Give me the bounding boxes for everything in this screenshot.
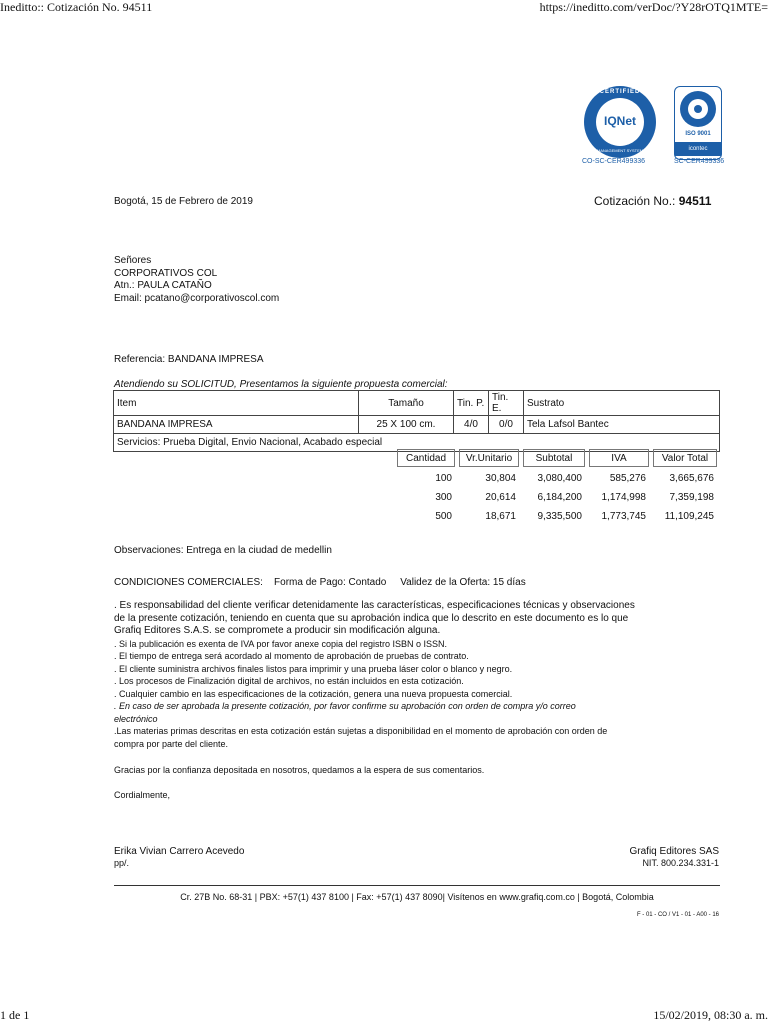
offer-validity: Validez de la Oferta: 15 días: [400, 577, 526, 588]
item-substrate: Tela Lafsol Bantec: [524, 416, 720, 434]
recipient-email: Email: pcatano@corporativoscol.com: [114, 292, 280, 304]
price-iva: 1,174,998: [601, 491, 646, 503]
thanks-text: Gracias por la confianza depositada en nosotros, quedamos a la espera de sus comentarios.: [114, 765, 485, 775]
form-code: F - 01 - CO / V1 - 01 - A00 - 16: [636, 912, 719, 918]
item-header-substrate: Sustrato: [524, 391, 720, 416]
price-total: 7,359,198: [669, 491, 714, 503]
table-row: [397, 489, 717, 505]
term-files: . El cliente suministra archivos finales listos para imprimir y una prueba láser color o blanco y negro.: [114, 663, 513, 674]
price-iva: 1,773,745: [601, 510, 646, 522]
term-responsibility-3: Grafiq Editores S.A.S. se compromete a producir sin modificación alguna.: [114, 625, 441, 636]
price-header-subtotal: Subtotal: [523, 449, 585, 467]
reference: Referencia: BANDANA IMPRESA: [114, 354, 264, 365]
salutation: Señores: [114, 255, 152, 266]
icontec-iso-text: ISO 9001: [685, 131, 711, 137]
term-responsibility: . Es responsabilidad del cliente verificar detenidamente las características, especificaciones técnicas y observaciones: [114, 600, 635, 611]
price-iva: 585,276: [609, 472, 646, 484]
iqnet-name: IQNet: [603, 114, 636, 128]
price-header-quantity: Cantidad: [397, 449, 455, 467]
price-quantity: 300: [435, 491, 452, 503]
price-subtotal: 9,335,500: [537, 510, 582, 522]
company-nit: NIT. 800.234.331-1: [642, 858, 719, 868]
item-name: BANDANA IMPRESA: [114, 416, 359, 434]
item-header-size: Tamaño: [359, 391, 454, 416]
signer-pp: pp/.: [114, 858, 130, 868]
print-page-url: https://ineditto.com/verDoc/?Y28rOTQ1MTE=: [539, 0, 768, 14]
iqnet-cert-code: CO-SC-CER499336: [582, 158, 646, 165]
print-page-count: 1 de 1: [0, 1008, 30, 1022]
item-header-tin-p: Tin. P.: [454, 391, 489, 416]
term-delivery: . El tiempo de entrega será acordado al momento de aprobación de pruebas de contrato.: [114, 651, 469, 661]
price-unit: 30,804: [485, 472, 516, 484]
payment-terms: Forma de Pago: Contado: [274, 577, 387, 588]
table-row: [397, 508, 717, 524]
price-unit: 20,614: [485, 491, 516, 503]
term-changes: . Cualquier cambio en las especificaciones de la cotización, genera una nueva propuesta comercial.: [114, 688, 513, 699]
price-table-header: [397, 449, 717, 467]
iqnet-cert-logo: [584, 86, 656, 158]
price-header-total: Valor Total: [653, 449, 717, 467]
terms-block: [114, 600, 635, 750]
item-tin-p: 4/0: [454, 416, 489, 434]
recipient-company: CORPORATIVOS COL: [114, 267, 218, 279]
price-table: [393, 446, 721, 527]
price-unit: 18,671: [485, 510, 516, 522]
commercial-conditions: [114, 577, 526, 588]
item-table: [113, 390, 720, 452]
item-size: 25 X 100 cm.: [359, 416, 454, 434]
item-table-header: [114, 391, 720, 416]
term-iva: . Si la publicación es exenta de IVA por favor anexe copia del registro ISBN o ISSN.: [114, 638, 448, 649]
price-header-unit: Vr.Unitario: [459, 449, 519, 467]
observations: Observaciones: Entrega en la ciudad de medellin: [114, 545, 332, 556]
closing: Cordialmente,: [114, 790, 171, 800]
print-timestamp: 15/02/2019, 08:30 a. m.: [653, 1008, 768, 1022]
icontec-cert-logo: [674, 86, 722, 160]
price-quantity: 100: [435, 472, 452, 484]
item-header-tin-e: Tin. E.: [489, 391, 524, 416]
quote-number-line: [594, 194, 711, 208]
term-finishing: . Los procesos de Finalización digital de archivos, no están incluidos en esta cotización.: [114, 676, 464, 686]
price-header-iva: IVA: [589, 449, 649, 467]
iqnet-certified-text: CERTIFIED: [599, 89, 641, 95]
price-subtotal: 3,080,400: [537, 472, 582, 484]
term-materials: .Las materias primas descritas en esta cotización están sujetas a disponibilidad en el momento de aprobación con orden de: [114, 726, 608, 736]
icontec-cert-code: SC-CER499336: [674, 158, 725, 165]
item-table-row: [114, 416, 720, 434]
term-responsibility-2: de la presente cotización, teniendo en cuenta que su aprobación indica que lo descrito en este documento es lo que: [114, 612, 629, 624]
item-tin-e: 0/0: [489, 416, 524, 434]
company-name: Grafiq Editores SAS: [629, 846, 719, 857]
signer-name: Erika Vivian Carrero Acevedo: [114, 846, 245, 857]
recipient-attn: Atn.: PAULA CATAÑO: [114, 280, 212, 291]
term-materials-2: compra por parte del cliente.: [114, 738, 229, 749]
item-services: Servicios: Prueba Digital, Envio Nacional, Acabado especial: [114, 434, 720, 452]
price-total: 3,665,676: [669, 472, 714, 484]
price-total: 11,109,245: [664, 510, 714, 522]
term-approval-2: electrónico: [114, 713, 158, 724]
price-quantity: 500: [435, 510, 452, 522]
recipient-block: [114, 255, 279, 305]
table-row: [397, 470, 717, 486]
icontec-name: icontec: [675, 142, 721, 156]
footer-divider: [114, 885, 720, 886]
conditions-title: CONDICIONES COMERCIALES:: [114, 577, 263, 588]
print-page-title: Ineditto:: Cotización No. 94511: [0, 0, 153, 14]
price-subtotal: 6,184,200: [537, 491, 582, 503]
iqnet-system-text: MANAGEMENT SYSTEM: [596, 148, 644, 153]
quote-label: Cotización No.:: [594, 194, 676, 208]
intro-text: Atendiendo su SOLICITUD, Presentamos la siguiente propuesta comercial:: [114, 379, 448, 390]
item-header-item: Item: [114, 391, 359, 416]
footer-address: Cr. 27B No. 68-31 | PBX: +57(1) 437 8100 | Fax: +57(1) 437 8090| Visítenos en www.grafiq.com.co | Bogotá, Colombia: [180, 892, 654, 902]
term-approval: . En caso de ser aprobada la presente cotización, por favor confirme su aprobación con orden de compra y/o correo: [114, 701, 576, 711]
quote-number: 94511: [678, 194, 712, 208]
document-date: Bogotá, 15 de Febrero de 2019: [114, 196, 253, 207]
